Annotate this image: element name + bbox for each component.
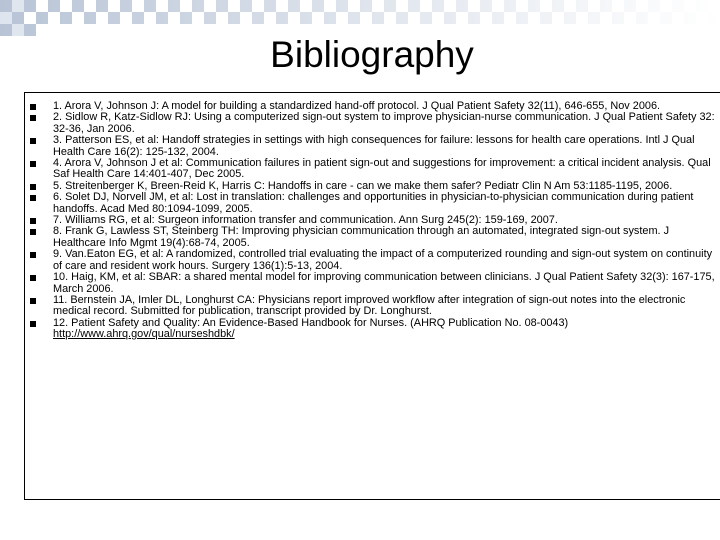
square-bullet-icon — [30, 252, 36, 258]
page-title: Bibliography — [270, 34, 474, 75]
square-bullet-icon — [30, 184, 36, 190]
list-item — [25, 249, 720, 272]
list-item — [25, 226, 720, 249]
reference-text: 3. Patterson ES, et al: Handoff strategies in settings with high consequences for failure: lessons for health care operations. Intl J Qual Health Care 16(2): 125-132, 2004. — [53, 134, 695, 158]
list-item — [25, 272, 720, 295]
list-item — [25, 158, 720, 181]
square-bullet-icon — [30, 229, 36, 235]
square-bullet-icon — [30, 104, 36, 110]
list-item — [25, 295, 720, 318]
reference-text: 4. Arora V, Johnson J et al: Communication failures in patient sign-out and suggestions for improvement: a critical incident analysis. Qual Saf Health Care 14:401-407, Dec 2005. — [53, 157, 711, 181]
reference-text: 6. Solet DJ, Norvell JM, et al: Lost in translation: challenges and opportunities in physician-to-physician communication during patient handoffs. Acad Med 80:1094-1099, 2005. — [53, 191, 694, 215]
square-bullet-icon — [30, 115, 36, 121]
square-bullet-icon — [30, 275, 36, 281]
list-item — [25, 135, 720, 158]
reference-text: 10. Haig, KM, et al: SBAR: a shared mental model for improving communication between clinicians. J Qual Patient Safety 32(3): 167-175, March 2006. — [53, 271, 715, 295]
reference-text: 1. Arora V, Johnson J: A model for building a standardized hand-off protocol. J Qual Patient Safety 32(11), 646-655, Nov 2006. — [53, 100, 661, 112]
reference-text: 9. Van.Eaton EG, et al: A randomized, controlled trial evaluating the impact of a computerized rounding and sign-out system on continuity of care and resident work hours. Surgery 136(1):5-13, 2004. — [53, 248, 713, 272]
square-bullet-icon — [30, 138, 36, 144]
reference-text: 8. Frank G, Lawless ST, Steinberg TH: Improving physician communication through an automated, integrated sign-out system. J Healthcare Info Mgmt 19(4):68-74, 2005. — [53, 225, 670, 249]
reference-text: 11. Bernstein JA, Imler DL, Longhurst CA: Physicians report improved workflow after integration of sign-out notes into the electronic medical record. Submitted for publication, transcript provided by Dr. Longhurst. — [53, 293, 686, 318]
reference-list — [25, 101, 720, 341]
nurses-handbook-link[interactable]: http://www.ahrq.gov/qual/nurseshdbk/ — [53, 328, 235, 341]
list-item — [25, 318, 720, 341]
reference-text: 7. Williams RG, et al: Surgeon information transfer and communication. Ann Surg 245(2): 159-169, 2007. — [53, 214, 558, 227]
reference-text: 2. Sidlow R, Katz-Sidlow RJ: Using a computerized sign-out system to improve physician-nurse communication. J Qual Patient Safety 32: 32-36, Jan 2006. — [53, 111, 715, 135]
list-item — [25, 192, 720, 215]
reference-text: 12. Patient Safety and Quality: An Evidence-Based Handbook for Nurses. (AHRQ Publication No. 08-0043) — [53, 316, 569, 329]
bibliography-box — [24, 92, 720, 500]
square-bullet-icon — [30, 161, 36, 167]
square-bullet-icon — [30, 218, 36, 224]
square-bullet-icon — [30, 195, 36, 201]
list-item — [25, 112, 720, 135]
square-bullet-icon — [30, 298, 36, 304]
reference-text: 5. Streitenberger K, Breen-Reid K, Harris C: Handoffs in care - can we make them safer? Pediatr Clin N Am 53:1185-1195, 2006. — [53, 179, 673, 192]
square-bullet-icon — [30, 321, 36, 327]
